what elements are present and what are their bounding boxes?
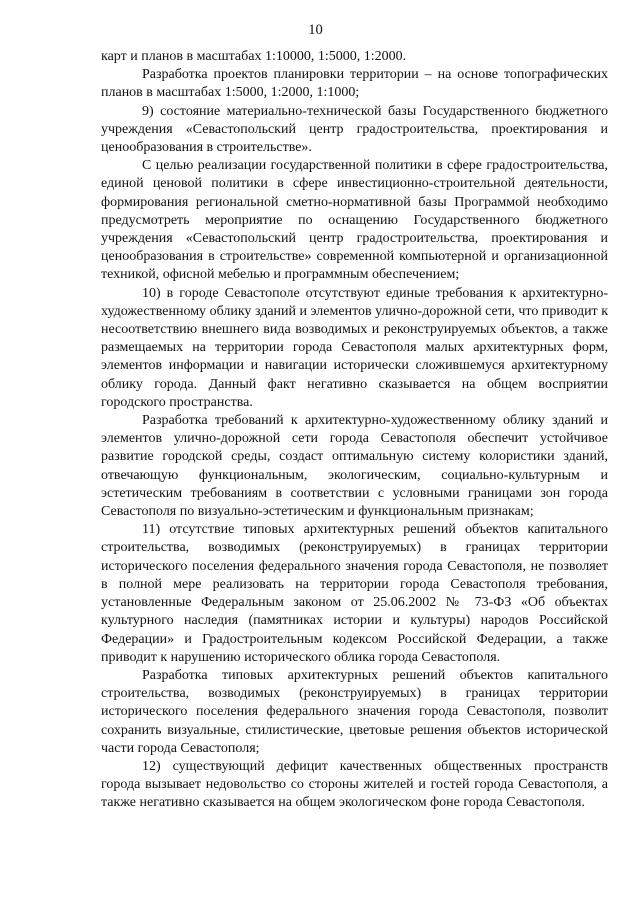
paragraph-item-10: 10) в городе Севастополе отсутствуют единые требования к архитектурно-художественному облику зданий и элементов улично-дорожной сети, что приводит к несоответствию внешнего вида возводимых и реконструируемых объектов, а также размещаемых на территории города Севастополя малых архитектурных форм, элементов информации и навигации исторически сложившемуся архитектурному облику города. Данный факт негативно сказывается на общем восприятии городского пространства. <box>101 285 608 410</box>
page-number: 10 <box>308 22 323 38</box>
paragraph-architectural-requirements: Разработка требований к архитектурно-художественному облику зданий и элементов улично-дорожной сети города Севастополя обеспечит устойчивое развитие городской среды, создаст оптимальную систему колористики зданий, отвечающую функциональным, экологическим, социально-культурным и эстетическим требованиям в соответствии с условными границами зон города Севастополя по визуально-эстетическим и функциональным признакам; <box>101 413 608 520</box>
paragraph-typical-solutions: Разработка типовых архитектурных решений объектов капитального строительства, возводимых (реконструируемых) в границах территории исторического поселения федерального значения города Севастополя, позволит сохранить визуальные, стилистические, цветовые решения объектов исторической части города Севастополя; <box>101 667 608 756</box>
paragraph-item-9: 9) состояние материально-технической базы Государственного бюджетного учреждения «Севастопольский центр градостроительства, проектирования и ценообразования в строительстве». <box>101 103 608 156</box>
paragraph-item-11: 11) отсутствие типовых архитектурных решений объектов капитального строительства, возводимых (реконструируемых) в границах территории исторического поселения федерального значения города Севастополя, не позволяет в полной мере реализовать на территории города Севастополя требования, установленные Федеральным законом от 25.06.2002 № 73-ФЗ «Об объектах культурного наследия (памятниках истории и культуры) народов Российской Федерации» и Градостроительным кодексом Российской Федерации, а также приводит к нарушению исторического облика города Севастополя. <box>101 522 608 665</box>
paragraph-continuation: карт и планов в масштабах 1:10000, 1:5000, 1:2000. <box>101 49 407 64</box>
paragraph-item-12: 12) существующий дефицит качественных общественных пространств города вызывает недовольство со стороны жителей и гостей города Севастополя, а также негативно сказывается на общем экологическом фоне города Севастополя. <box>101 758 608 811</box>
paragraph-equipment-measure: С целью реализации государственной политики в сфере градостроительства, единой ценовой политики в сфере инвестиционно-строительной деятельности, формирования региональной сметно-нормативной базы Программой необходимо предусмотреть мероприятие по оснащению Государственного бюджетного учреждения «Севастопольский центр градостроительства, проектирования и ценообразования в строительстве» современной компьютерной и организационной техникой, офисной мебелью и программным обеспечением; <box>101 158 608 283</box>
paragraph-planning-projects: Разработка проектов планировки территории – на основе топографических планов в масштабах 1:5000, 1:2000, 1:1000; <box>101 67 608 101</box>
document-body <box>101 48 608 813</box>
